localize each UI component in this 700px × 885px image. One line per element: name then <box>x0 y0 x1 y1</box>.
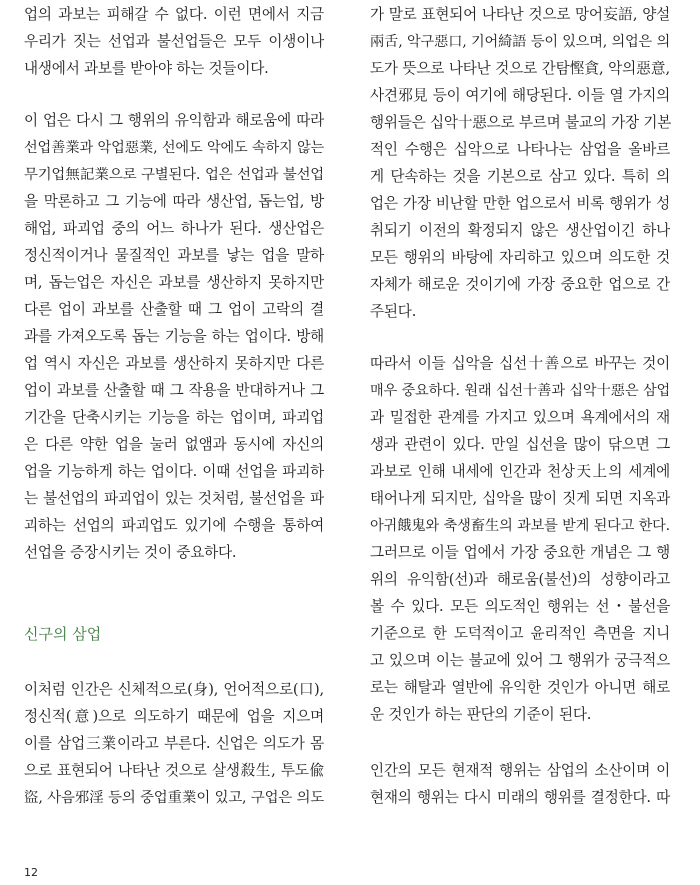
text-line: 사견邪見 등이 여기에 해당된다. 이들 열 가지의 <box>370 87 670 104</box>
text-line: 위의 유익함(선)과 해로움(불선)의 성향이라고 <box>370 571 670 588</box>
text-line: 과보로 인해 내세에 인간과 천상天上의 세계에 <box>370 463 670 480</box>
text-line: 내생에서 과보를 받아야 하는 것들이다. <box>24 60 269 77</box>
text-line: 행위들은 십악十惡으로 부르며 불교의 가장 기본 <box>370 114 672 131</box>
text-line: 도가 뜻으로 나타난 것으로 간탐慳貪, 악의惡意, <box>370 60 670 77</box>
text-line: 기준으로 한 도덕적이고 윤리적인 측면을 지니 <box>370 625 670 642</box>
text-line: 인간의 모든 현재적 행위는 삼업의 소산이며 이 <box>370 762 670 779</box>
text-line: 兩舌, 악구惡口, 기어綺語 등이 있으며, 의업은 의 <box>370 34 670 50</box>
text-line: 업이 과보를 산출할 때 그 작용을 반대하거나 그 <box>24 382 324 399</box>
text-line: 게 단속하는 것을 기본으로 삼고 있다. 특히 의 <box>370 168 670 185</box>
text-line: 으로 표현되어 나타난 것으로 살생殺生, 투도偸 <box>24 762 324 779</box>
text-line: 이를 삼업三業이라고 부른다. 신업은 의도가 몸 <box>24 735 324 752</box>
text-line: 모든 행위의 바탕에 자리하고 있으며 의도한 것 <box>370 249 670 266</box>
text-line: 을 막론하고 그 기능에 따라 생산업, 돕는업, 방 <box>24 193 324 210</box>
text-line: 생과 관련이 있다. 만일 십선을 많이 닦으면 그 <box>370 436 670 453</box>
section-heading: 신구의 삼업 <box>24 625 102 643</box>
text-line: 주된다. <box>370 303 417 320</box>
text-line: 업 역시 자신은 과보를 생산하지 못하지만 다른 <box>24 355 324 372</box>
text-line: 업의 과보는 피해갈 수 없다. 이런 면에서 지금 <box>24 6 324 23</box>
text-line: 적인 수행은 십악으로 나타나는 삼업을 올바르 <box>370 141 670 158</box>
text-line: 해업, 파괴업 중의 어느 하나가 된다. 생산업은 <box>24 220 324 237</box>
text-line: 정신적이거나 물질적인 과보를 낳는 업을 말하 <box>24 247 324 264</box>
text-line: 볼 수 있다. 모든 의도적인 행위는 선・불선을 <box>370 598 670 615</box>
text-line: 현재의 행위는 다시 미래의 행위를 결정한다. 따 <box>370 789 670 806</box>
text-line: 는 불선업의 파괴업이 있는 것처럼, 불선업을 파 <box>24 490 324 507</box>
text-line: 우리가 짓는 선업과 불선업들은 모두 이생이나 <box>24 33 324 50</box>
text-line: 盜, 사음邪淫 등의 중업重業이 있고, 구업은 의도 <box>24 790 324 806</box>
text-line: 업은 가장 비난할 만한 업으로서 비록 행위가 성 <box>370 195 670 212</box>
text-line: 가 말로 표현되어 나타난 것으로 망어妄語, 양설 <box>370 6 670 23</box>
text-line: 로는 해탈과 열반에 유익한 것인가 아니면 해로 <box>370 679 670 696</box>
text-line: 태어나게 되지만, 십악을 많이 짓게 되면 지옥과 <box>370 490 670 507</box>
text-line: 은 다른 약한 업을 눌러 없앰과 동시에 자신의 <box>24 436 324 453</box>
text-line: 업을 기능하게 하는 업이다. 이때 선업을 파괴하 <box>24 463 324 480</box>
text-line: 운 것인가 하는 판단의 기준이 된다. <box>370 706 592 723</box>
text-line: 기간을 단축시키는 기능을 하는 업이며, 파괴업 <box>24 409 324 426</box>
text-line: 선업을 증장시키는 것이 중요하다. <box>24 544 237 561</box>
text-line: 정신적(意)으로 의도하기 때문에 업을 지으며 <box>24 708 324 725</box>
text-line: 자체가 해로운 것이기에 가장 중요한 업으로 간 <box>370 276 670 293</box>
text-line: 따라서 이들 십악을 십선十善으로 바꾸는 것이 <box>370 355 670 372</box>
text-line: 취되기 이전의 확정되지 않은 생산업이긴 하나 <box>370 222 670 239</box>
text-line: 고 있으며 이는 불교에 있어 그 행위가 궁극적으 <box>370 652 670 669</box>
text-line: 과 밀접한 관계를 가지고 있으며 욕계에서의 재 <box>370 409 670 426</box>
text-line: 매우 중요하다. 원래 십선十善과 십악十惡은 삼업 <box>370 383 670 399</box>
text-line: 이처럼 인간은 신체적으로(身), 언어적으로(口), <box>24 681 324 698</box>
page-number: 12 <box>24 866 38 879</box>
text-line: 그러므로 이들 업에서 가장 중요한 개념은 그 행 <box>370 544 670 561</box>
text-line: 선업善業과 악업惡業, 선에도 악에도 속하지 않는 <box>24 140 324 156</box>
text-line: 이 업은 다시 그 행위의 유익함과 해로움에 따라 <box>24 112 324 129</box>
text-line: 며, 돕는업은 자신은 과보를 생산하지 못하지만 <box>24 274 324 291</box>
text-line: 무기업無記業으로 구별된다. 업은 선업과 불선업 <box>24 167 324 183</box>
text-line: 다른 업이 과보를 산출할 때 그 업이 고락의 결 <box>24 301 324 318</box>
text-line: 아귀餓鬼와 축생畜生의 과보를 받게 된다고 한다. <box>370 518 670 534</box>
text-line: 과를 가져오도록 돕는 기능을 하는 업이다. 방해 <box>24 328 324 345</box>
text-line: 괴하는 선업의 파괴업도 있기에 수행을 통하여 <box>24 517 324 534</box>
